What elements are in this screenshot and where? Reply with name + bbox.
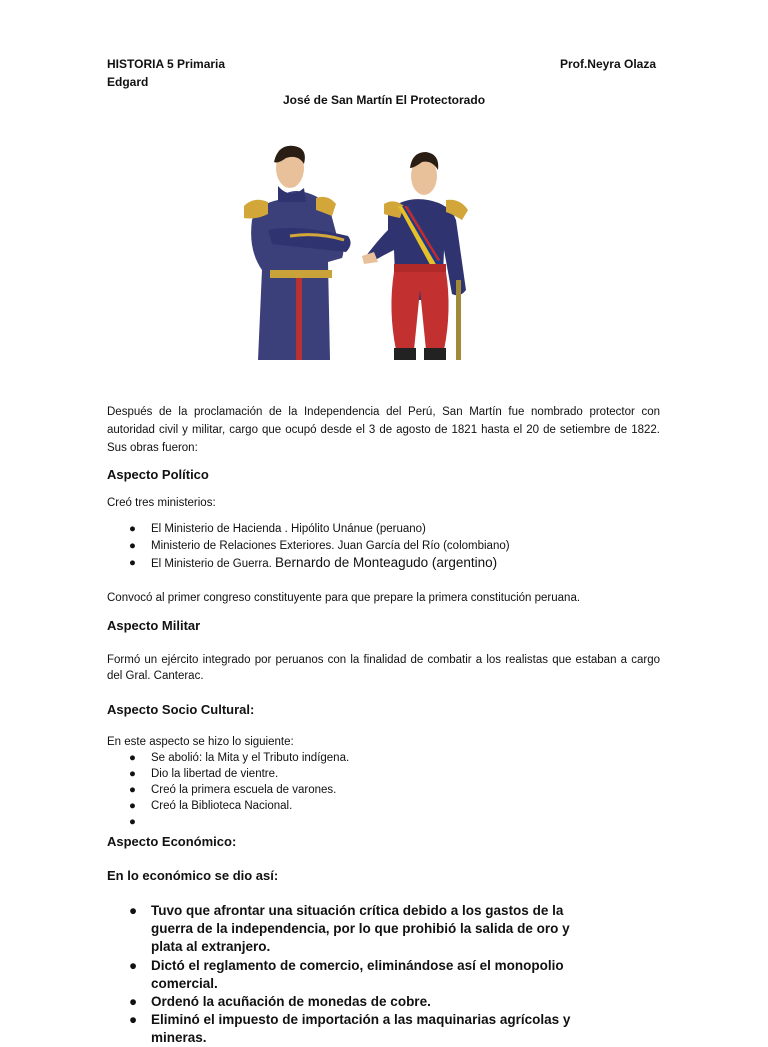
list-item: ● Ordenó la acuñación de monedas de cobre. <box>129 994 431 1009</box>
ministerios-list <box>127 521 687 575</box>
bullet-icon: ● <box>129 784 136 796</box>
bullet-icon: ● <box>129 752 136 764</box>
section-heading-militar: Aspecto Militar <box>107 618 201 633</box>
bullet-icon: ● <box>129 1012 138 1027</box>
bullet-icon: ● <box>129 903 138 918</box>
politico-lead: Creó tres ministerios: <box>107 497 216 509</box>
list-item: ● Ministerio de Relaciones Exteriores. Juan García del Río (colombiano) <box>129 540 510 552</box>
bullet-icon: ● <box>129 994 138 1009</box>
section-heading-politico: Aspecto Político <box>107 467 209 482</box>
page-title: José de San Martín El Protectorado <box>282 93 486 107</box>
student-name: Edgard <box>107 75 149 89</box>
list-item: ● Dictó el reglamento de comercio, eliminándose así el monopolio comercial. <box>129 958 564 991</box>
bullet-icon: ● <box>129 540 136 552</box>
historical-figures-illustration <box>238 140 496 362</box>
bullet-icon: ● <box>129 768 136 780</box>
socio-list <box>127 750 667 830</box>
bullet-icon: ● <box>129 816 136 828</box>
course-title: HISTORIA 5 Primaria <box>107 57 226 71</box>
bullet-icon: ● <box>129 800 136 812</box>
bullet-icon: ● <box>129 958 138 973</box>
list-item: ● Se abolió: la Mita y el Tributo indígena. <box>129 752 350 764</box>
socio-lead: En este aspecto se hizo lo siguiente: <box>107 736 294 748</box>
monteagudo-name: Bernardo de Monteagudo (argentino) <box>275 555 498 570</box>
intro-paragraph: Después de la proclamación de la Independencia del Perú, San Martín fue nombrado protector con autoridad civil y militar, cargo que ocupó desde el 3 de agosto de 1821 hasta el 20 de setiembre de 1822. Sus obras fueron: <box>107 406 660 454</box>
list-item: ● Creó la primera escuela de varones. <box>129 784 337 796</box>
bullet-icon: ● <box>129 557 136 569</box>
list-item: ● Tuvo que afrontar una situación crítica debido a los gastos de la guerra de la independencia, por lo que prohibió la salida de oro y plata al extranjero. <box>129 903 570 954</box>
bolivar-figure <box>362 152 468 360</box>
teacher-name: Prof.Neyra Olaza <box>559 57 656 71</box>
list-item: ● El Ministerio de Guerra. Bernardo de Monteagudo (argentino) <box>129 555 498 570</box>
economico-lead: En lo económico se dio así: <box>107 868 279 883</box>
list-item: ● El Ministerio de Hacienda . Hipólito Unánue (peruano) <box>129 523 426 535</box>
politico-closing: Convocó al primer congreso constituyente para que prepare la primera constitución peruana. <box>107 592 581 604</box>
bullet-icon: ● <box>129 523 136 535</box>
economico-list <box>127 902 587 1047</box>
list-item: ● Dio la libertad de vientre. <box>129 768 279 780</box>
list-item <box>127 814 667 830</box>
militar-paragraph: Formó un ejército integrado por peruanos con la finalidad de combatir a los realistas que estaban a cargo del Gral. Canterac. <box>107 654 660 682</box>
section-heading-socio-cultural: Aspecto Socio Cultural: <box>107 702 255 717</box>
list-item: ● Eliminó el impuesto de importación a las maquinarias agrícolas y mineras. <box>129 1012 571 1045</box>
section-heading-economico: Aspecto Económico: <box>107 834 237 849</box>
list-item: ● Creó la Biblioteca Nacional. <box>129 800 293 812</box>
san-martin-figure <box>244 146 351 360</box>
